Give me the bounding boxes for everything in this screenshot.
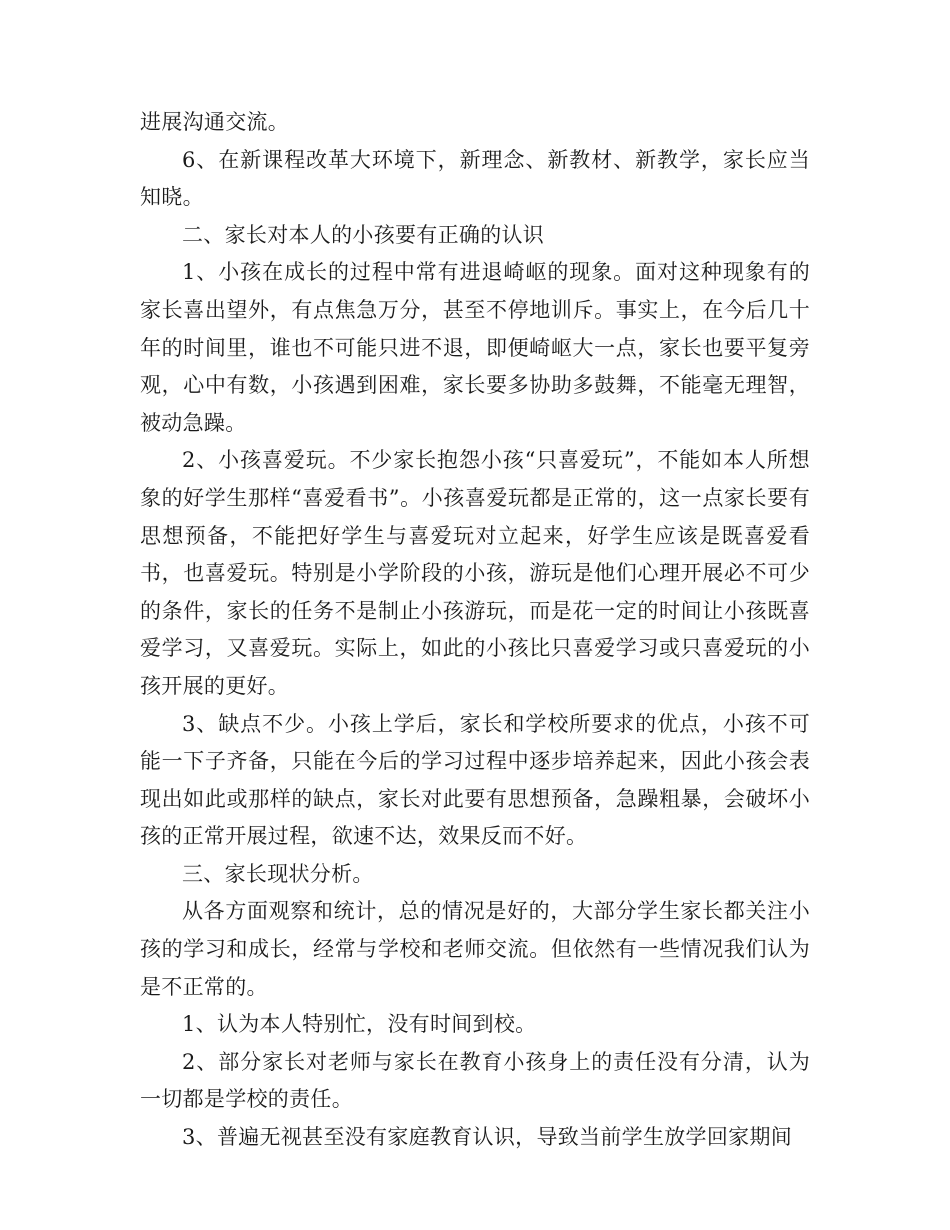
document-page [140,104,810,1157]
paragraph-item-3: 3、缺点不少。小孩上学后，家长和学校所要求的优点，小孩不可能一下子齐备，只能在今后的学习过程中逐步培养起来，因此小孩会表现出如此或那样的缺点，家长对此要有思想预备，急躁粗暴，会破坏小孩的正常开展过程，欲速不达，效果反而不好。 [140,711,810,849]
paragraph-overview: 从各方面观察和统计，总的情况是好的，大部分学生家长都关注小孩的学习和成长，经常与学校和老师交流。但依然有一些情况我们认为是不正常的。 [140,899,810,999]
paragraph-status-1: 1、认为本人特别忙，没有时间到校。 [182,1012,537,1037]
section-heading-2: 二、家长对本人的小孩要有正确的认识 [182,222,545,247]
paragraph-status-2: 2、部分家长对老师与家长在教育小孩身上的责任没有分清，认为一切都是学校的责任。 [140,1049,810,1112]
paragraph-item-1: 1、小孩在成长的过程中常有进退崎岖的现象。面对这种现象有的家长喜出望外，有点焦急万分，甚至不停地训斥。事实上，在今后几十年的时间里，谁也不可能只进不退，即便崎岖大一点，家长也要平复旁观，心中有数，小孩遇到困难，家长要多协助多鼓舞，不能毫无理智，被动急躁。 [140,260,810,435]
paragraph-item-2: 2、小孩喜爱玩。不少家长抱怨小孩“只喜爱玩”，不能如本人所想象的好学生那样“喜爱看书”。小孩喜爱玩都是正常的，这一点家长要有思想预备，不能把好学生与喜爱玩对立起来，好学生应该是既喜爱看书，也喜爱玩。特别是小学阶段的小孩，游玩是他们心理开展必不可少的条件，家长的任务不是制止小孩游玩，而是花一定的时间让小孩既喜爱学习，又喜爱玩。实际上，如此的小孩比只喜爱学习或只喜爱玩的小孩开展的更好。 [140,448,810,698]
paragraph-continuation: 进展沟通交流。 [140,110,290,134]
paragraph-status-3: 3、普遍无视甚至没有家庭教育认识，导致当前学生放学回家期间 [182,1125,793,1150]
paragraph-item-6: 6、在新课程改革大环境下，新理念、新教材、新教学，家长应当知晓。 [140,147,810,210]
section-heading-3: 三、家长现状分析。 [182,861,374,886]
